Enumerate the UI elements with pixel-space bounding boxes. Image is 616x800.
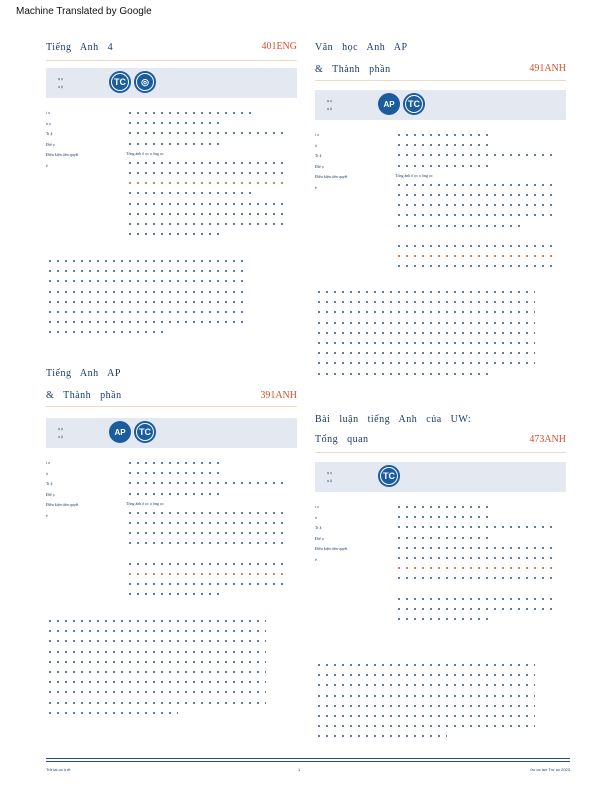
course-description xyxy=(46,260,246,342)
course-code: 473ANH xyxy=(529,434,566,445)
tc-icon: TC xyxy=(378,465,400,487)
course-tag: Tổng ánh ô ọc ọ ồng ọc xyxy=(395,172,433,178)
band-label: ụ ọ u ặ xyxy=(327,98,332,111)
course-description xyxy=(46,620,266,722)
course-band xyxy=(315,462,566,492)
course-card-english-4 xyxy=(46,38,297,348)
course-band xyxy=(46,418,297,448)
back-link[interactable]: Trở lại ọc ộ ệt xyxy=(46,767,71,772)
course-card-uw-essay xyxy=(315,410,566,750)
band-label: ụ ọ u ặ xyxy=(327,470,332,483)
course-code: 391ANH xyxy=(260,390,297,401)
course-title: Bài luận tiếng Anh của UW: xyxy=(315,414,472,425)
course-title: Văn học Anh AP xyxy=(315,42,408,53)
course-title: Tiếng Anh AP xyxy=(46,368,121,379)
course-meta: i o ả ọ Tr ặ Điể ọ Điều kiện tiên quyết ẻ xyxy=(46,110,79,168)
page-number: 1 xyxy=(298,767,301,772)
course-details xyxy=(395,506,555,628)
course-tag: Tổng ánh ô ọc ọ ồng ọc xyxy=(126,150,164,156)
course-description xyxy=(315,664,535,746)
ap-icon: AP xyxy=(109,421,131,443)
footer-right: ửu ọc ầm Trư ọc 2023 xyxy=(530,767,570,772)
globe-icon: ◎ xyxy=(134,71,156,93)
tc-icon: TC xyxy=(403,93,425,115)
tc-icon: TC xyxy=(109,71,131,93)
course-card-ap-english-lang xyxy=(46,368,297,718)
course-title: Tiếng Anh 4 xyxy=(46,42,114,53)
course-subtitle: & Thành phần xyxy=(46,390,122,401)
course-meta: i o ả Tr ặ Điể ọ Điều kiện tiên quyết ẻ xyxy=(46,460,79,518)
machine-translated-banner: Machine Translated by Google xyxy=(16,6,152,17)
course-meta: i o ả Tr ặ Điể ọ Điều kiện tiên quyết ẻ xyxy=(315,132,348,190)
course-band xyxy=(46,68,297,98)
course-code: 401ENG xyxy=(261,41,297,52)
course-band xyxy=(315,90,566,120)
course-details xyxy=(395,134,555,275)
tc-icon: TC xyxy=(134,421,156,443)
course-subtitle: & Thành phần xyxy=(315,64,391,75)
course-code: 491ANH xyxy=(529,63,566,74)
course-details xyxy=(126,112,286,243)
band-label: ụ ọ u ặ xyxy=(58,426,63,439)
band-label: ụ ọ u ặ xyxy=(58,76,63,89)
course-details xyxy=(126,462,286,603)
course-card-ap-english-lit xyxy=(315,38,566,388)
course-subtitle: Tổng quan xyxy=(315,434,369,445)
ap-icon: AP xyxy=(378,93,400,115)
course-tag: Tổng ánh ô ọc ọ ồng ọc xyxy=(126,500,164,506)
course-description xyxy=(315,291,535,383)
course-meta: i o ả Tr ặ Điể ọ Điều kiện tiên quyết ẻ xyxy=(315,504,348,562)
